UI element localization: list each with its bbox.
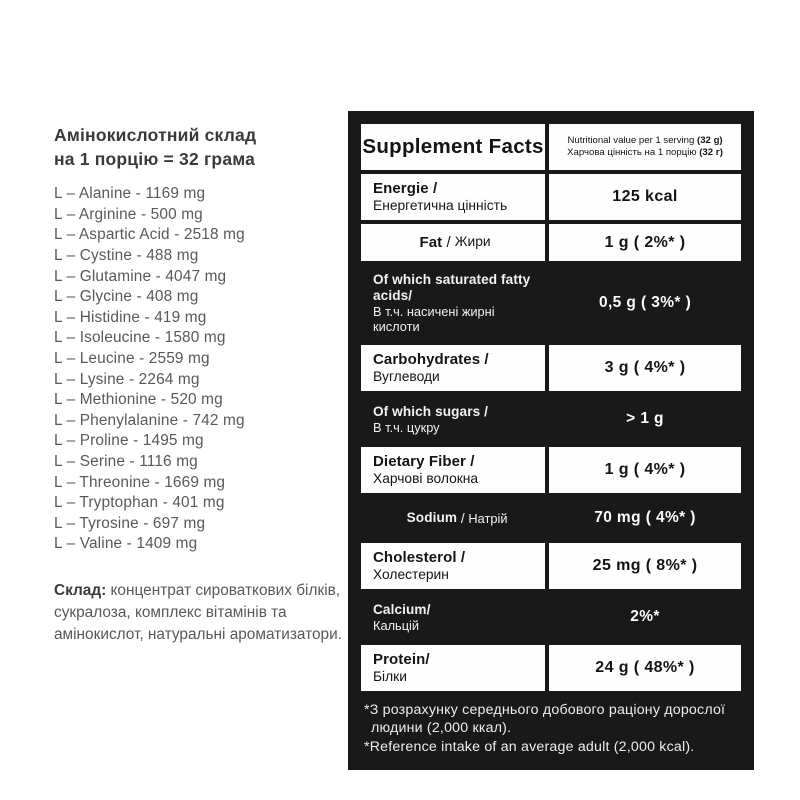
serving-size-uk: (32 г) xyxy=(699,147,723,158)
nutrient-label xyxy=(361,447,549,493)
amino-acid-item: L – Proline - 1495 mg xyxy=(54,432,204,450)
amino-acid-item: L – Aspartic Acid - 2518 mg xyxy=(54,226,245,244)
nutrient-name-uk: Кальцій xyxy=(373,617,420,633)
nutrient-label xyxy=(361,397,549,441)
amino-acid-item: L – Threonine - 1669 mg xyxy=(54,473,226,491)
table-header-row xyxy=(361,124,741,170)
nutrient-name-uk: Білки xyxy=(373,668,407,684)
amino-acid-item: L – Tryptophan - 401 mg xyxy=(54,494,225,512)
nutrition-row xyxy=(361,645,741,691)
footnote-en: *Reference intake of an average adult (2,000 kcal). xyxy=(364,738,695,755)
amino-acid-item: L – Lysine - 2264 mg xyxy=(54,370,200,388)
nutrition-row xyxy=(361,497,741,539)
nutrient-value: 24 g ( 48%* ) xyxy=(595,659,695,677)
serving-note xyxy=(549,124,741,170)
serving-note-uk-text: Харчова цінність на 1 порцію xyxy=(567,147,700,158)
nutrient-name-en: Of which sugars / xyxy=(373,403,489,419)
nutrient-name-uk: Енергетична цінність xyxy=(373,197,508,213)
left-column xyxy=(54,124,352,645)
amino-acid-item: L – Valine - 1409 mg xyxy=(54,535,198,553)
composition-label: Склад: xyxy=(54,581,107,599)
serving-note-en-text: Nutritional value per 1 serving xyxy=(567,134,698,146)
amino-acid-item: L – Isoleucine - 1580 mg xyxy=(54,329,226,347)
amino-acid-item: L – Arginine - 500 mg xyxy=(54,205,203,223)
amino-acid-item: L – Leucine - 2559 mg xyxy=(54,350,210,367)
nutrient-label xyxy=(361,174,549,220)
nutrient-name-en: Fat xyxy=(419,233,443,251)
nutrient-name-uk: Жири xyxy=(454,234,491,250)
nutrient-value: 25 mg ( 8%* ) xyxy=(592,557,698,575)
nutrition-row xyxy=(361,447,741,493)
amino-heading-line1: Амінокислотний склад xyxy=(54,125,257,145)
nutrient-label xyxy=(361,499,549,537)
nutrient-value: 3 g ( 4%* ) xyxy=(604,359,686,377)
amino-acid-item: L – Glutamine - 4047 mg xyxy=(54,267,227,285)
nutrient-name-uk: Натрій xyxy=(468,510,508,526)
nutrient-name-uk: Вуглеводи xyxy=(373,368,440,384)
nutrient-value: 1 g ( 4%* ) xyxy=(604,461,686,479)
nutrient-name-uk: В т.ч. цукру xyxy=(373,419,440,435)
nutrient-label xyxy=(361,267,549,339)
nutrient-name-en: Calcium/ xyxy=(373,601,431,617)
supplement-facts-table xyxy=(348,111,754,770)
amino-acid-item: L – Tyrosine - 697 mg xyxy=(54,514,206,532)
nutrient-value: 0,5 g ( 3%* ) xyxy=(598,294,692,312)
nutrient-value: 1 g ( 2%* ) xyxy=(604,233,686,251)
nutrient-name-en: Carbohydrates / xyxy=(373,351,489,369)
amino-acid-item: L – Cystine - 488 mg xyxy=(54,247,199,265)
nutrient-separator: / xyxy=(457,510,469,526)
nutrition-row xyxy=(361,593,741,641)
footnote-uk: *З розрахунку середнього добового раціону дорослої людини (2,000 ккал). xyxy=(364,702,726,737)
nutrient-label xyxy=(361,543,549,589)
nutrient-name-en: Sodium xyxy=(406,510,458,526)
nutrient-name-en: Cholesterol / xyxy=(373,549,466,567)
nutrient-label xyxy=(361,595,549,639)
nutrient-value: > 1 g xyxy=(626,410,664,428)
nutrition-row xyxy=(361,265,741,341)
reference-footnote xyxy=(361,695,741,760)
nutrition-row xyxy=(361,174,741,220)
nutrient-name-en: Energie / xyxy=(373,180,438,198)
amino-list xyxy=(54,184,352,555)
nutrition-row xyxy=(361,395,741,443)
nutrition-row xyxy=(361,543,741,589)
amino-acid-item: L – Serine - 1116 mg xyxy=(54,452,198,470)
amino-acid-item: L – Glycine - 408 mg xyxy=(54,288,199,306)
amino-heading xyxy=(54,124,352,171)
composition-paragraph xyxy=(54,580,352,645)
nutrient-name-uk: Холестерин xyxy=(373,566,449,582)
nutrient-name-en: Of which saturated fatty acids/ xyxy=(373,272,531,304)
nutrient-label xyxy=(361,645,549,691)
amino-acid-item: L – Histidine - 419 mg xyxy=(54,308,207,326)
amino-acid-item: L – Phenylalanine - 742 mg xyxy=(54,411,245,429)
nutrient-value: 70 mg ( 4%* ) xyxy=(594,509,696,527)
serving-note-line-en xyxy=(567,135,722,147)
nutrient-value: 2%* xyxy=(630,608,660,626)
nutrient-separator: / xyxy=(442,234,455,251)
serving-size-en: (32 g) xyxy=(697,134,723,146)
nutrient-value: 125 kcal xyxy=(612,188,678,205)
composition-text: концентрат сироваткових білків, сукралоза, комплекс вітамінів та амінокислот, натуральні ароматизатори. xyxy=(54,581,342,643)
nutrient-name-en: Dietary Fiber / xyxy=(373,453,475,471)
nutrient-name-uk: В т.ч. насичені жирні кислоти xyxy=(373,304,495,335)
serving-note-line-uk xyxy=(567,147,723,159)
nutrition-row xyxy=(361,345,741,391)
nutrient-label xyxy=(361,224,549,261)
amino-acid-item: L – Methionine - 520 mg xyxy=(54,391,223,409)
amino-acid-item: L – Alanine - 1169 mg xyxy=(54,185,206,203)
nutrient-label xyxy=(361,345,549,391)
nutrient-name-en: Protein/ xyxy=(373,651,430,669)
amino-heading-line2: на 1 порцію = 32 грама xyxy=(54,148,256,169)
table-title: Supplement Facts xyxy=(361,124,549,170)
nutrient-name-uk: Харчові волокна xyxy=(373,470,479,486)
nutrition-row xyxy=(361,224,741,261)
